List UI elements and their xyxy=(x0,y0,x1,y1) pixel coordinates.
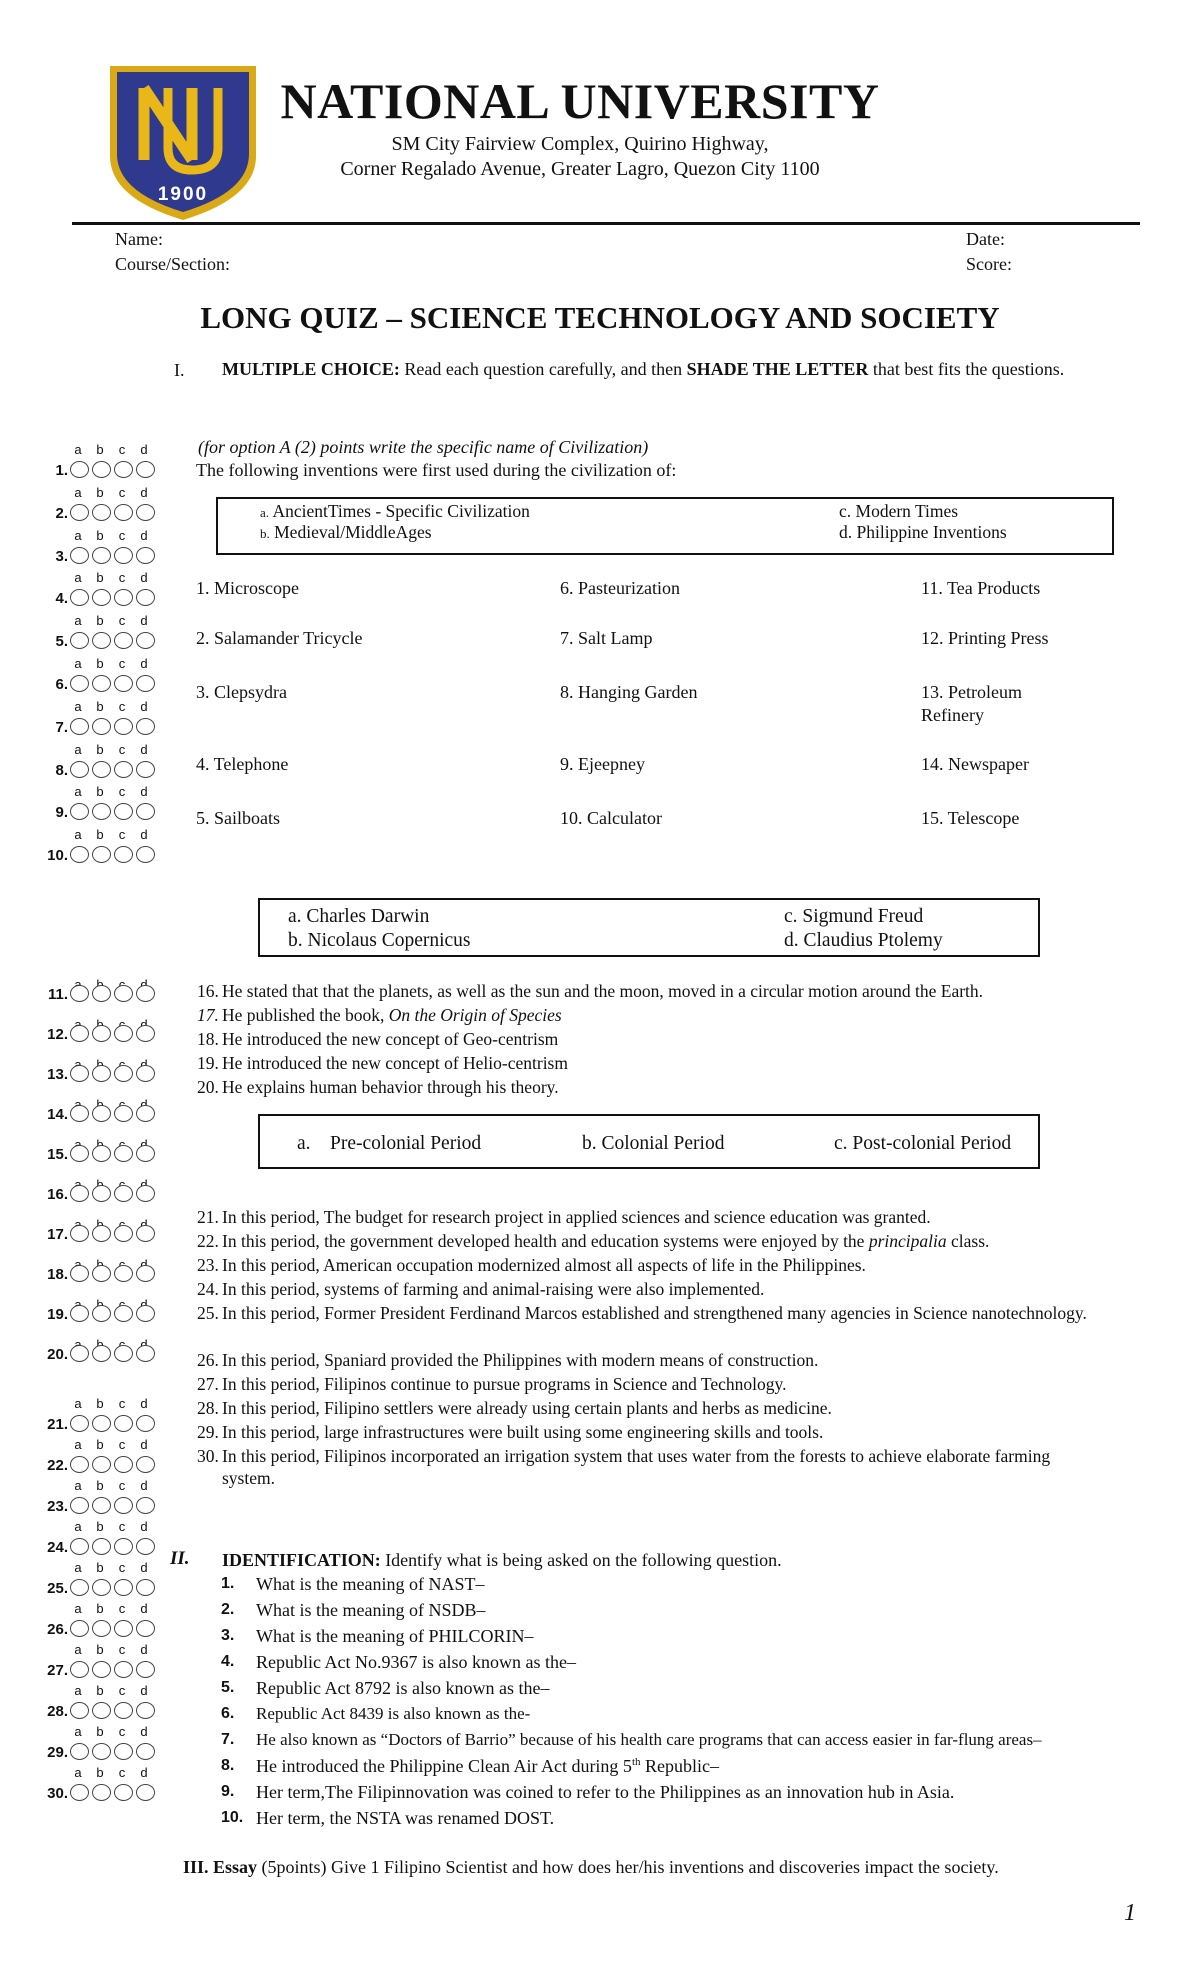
name-field-label: Name: xyxy=(115,229,163,249)
answer-bubble-b[interactable] xyxy=(92,1497,111,1514)
answer-letter: b xyxy=(96,741,104,757)
answer-bubble-d[interactable] xyxy=(136,1105,155,1122)
answer-letter: c xyxy=(118,827,126,843)
answer-number: 6. xyxy=(55,676,68,693)
answer-bubble-d[interactable] xyxy=(136,1579,155,1596)
answer-number: 30. xyxy=(47,1785,68,1802)
answer-number: 25. xyxy=(47,1580,68,1597)
answer-bubble-a[interactable] xyxy=(70,1105,89,1122)
answer-bubble-d[interactable] xyxy=(136,1538,155,1555)
answer-letter: a xyxy=(74,1601,82,1616)
question-number: 10. xyxy=(221,1809,244,1826)
answer-bubble-a[interactable] xyxy=(70,589,89,606)
answer-letter: d xyxy=(140,1478,148,1493)
answer-letter: d xyxy=(140,1601,148,1616)
answer-bubble-a[interactable] xyxy=(70,1743,89,1760)
answer-letter: c xyxy=(118,1765,126,1780)
answer-letter: d xyxy=(140,1396,148,1411)
answer-bubble-d[interactable] xyxy=(136,1661,155,1678)
answer-bubble-b[interactable] xyxy=(92,1620,111,1637)
invention-item: 8. Hanging Garden xyxy=(560,682,698,702)
answer-bubble-c[interactable] xyxy=(114,1456,133,1473)
answer-bubble-b[interactable] xyxy=(92,504,111,521)
answer-bubble-a[interactable] xyxy=(70,1702,89,1719)
answer-letter: b xyxy=(96,1642,104,1657)
answer-number: 9. xyxy=(55,804,68,822)
answer-bubble-d[interactable] xyxy=(136,1702,155,1719)
answer-letter: b xyxy=(96,613,104,629)
answer-bubble-b[interactable] xyxy=(92,1265,111,1282)
question-number: 8. xyxy=(221,1757,235,1774)
answer-bubble-a[interactable] xyxy=(70,1784,89,1801)
question-number: 7. xyxy=(221,1731,235,1748)
answer-bubble-a[interactable] xyxy=(70,1265,89,1282)
answer-bubble-a[interactable] xyxy=(70,675,89,692)
answer-bubble-a[interactable] xyxy=(70,1456,89,1473)
address-line-1: SM City Fairview Complex, Quirino Highway, xyxy=(391,133,769,155)
answer-bubble-b[interactable] xyxy=(92,1305,111,1322)
header-divider xyxy=(72,222,1140,225)
answer-bubble-d[interactable] xyxy=(136,1784,155,1801)
answer-bubble-d[interactable] xyxy=(136,1305,155,1322)
section-2-instructions: IDENTIFICATION: Identify what is being asked on the following question. xyxy=(222,1550,782,1570)
answer-bubble-c[interactable] xyxy=(114,803,133,820)
question-text: He also known as “Doctors of Barrio” because of his health care programs that can access easier in far-flung areas– xyxy=(256,1730,1042,1749)
answer-letter: b xyxy=(96,1396,104,1411)
score-field-label: Score: xyxy=(966,254,1012,274)
svg-text:1900: 1900 xyxy=(157,184,209,205)
answer-number: 2. xyxy=(55,504,68,522)
answer-number: 1. xyxy=(55,462,68,479)
answer-letter: a xyxy=(74,1724,82,1739)
answer-bubble-d[interactable] xyxy=(136,1415,155,1432)
answer-letter: d xyxy=(140,698,148,714)
answer-letter: c xyxy=(118,1396,126,1411)
answer-number: 24. xyxy=(47,1539,68,1556)
option-a: a. AncientTimes - Specific Civilization xyxy=(260,501,530,521)
answer-number: 12. xyxy=(47,1026,68,1043)
answer-bubble-c[interactable] xyxy=(114,1225,133,1242)
answer-letter: a xyxy=(74,827,82,843)
answer-bubble-b[interactable] xyxy=(92,1345,111,1362)
answer-letter: b xyxy=(96,527,104,543)
answer-letter: c xyxy=(118,1724,126,1739)
question-text: Republic Act 8439 is also known as the- xyxy=(256,1704,531,1723)
part-c-options-box xyxy=(258,1114,1040,1169)
answer-letter: c xyxy=(118,613,126,629)
invention-item: 15. Telescope xyxy=(921,808,1020,828)
invention-item: 6. Pasteurization xyxy=(560,578,680,598)
answer-letter: c xyxy=(118,1642,126,1657)
answer-bubble-c[interactable] xyxy=(114,547,133,564)
date-field-label: Date: xyxy=(966,229,1005,249)
part-a-note: (for option A (2) points write the specific name of Civilization) xyxy=(198,437,649,457)
answer-bubble-b[interactable] xyxy=(92,632,111,649)
part-a-options-box xyxy=(216,497,1114,555)
answer-bubble-c[interactable] xyxy=(114,632,133,649)
answer-letter: c xyxy=(118,1478,126,1493)
answer-letter: d xyxy=(140,570,148,586)
answer-bubble-c[interactable] xyxy=(114,1538,133,1555)
part-b-options-box xyxy=(258,898,1040,957)
invention-item: 14. Newspaper xyxy=(921,754,1029,774)
answer-letter: d xyxy=(140,1642,148,1657)
answer-bubble-b[interactable] xyxy=(92,547,111,564)
answer-number: 27. xyxy=(47,1662,68,1679)
question-number: 4. xyxy=(221,1653,235,1670)
answer-bubble-a[interactable] xyxy=(70,1538,89,1555)
answer-letter: a xyxy=(74,1642,82,1657)
answer-letter: a xyxy=(74,527,82,543)
option-d: d. Claudius Ptolemy xyxy=(784,930,943,951)
answer-letter: b xyxy=(96,1765,104,1780)
answer-number: 19. xyxy=(47,1306,68,1323)
answer-letter: d xyxy=(140,527,148,543)
answer-number: 14. xyxy=(47,1106,68,1123)
answer-bubble-b[interactable] xyxy=(92,1225,111,1242)
answer-bubble-b[interactable] xyxy=(92,718,111,735)
answer-letter: b xyxy=(96,698,104,714)
question-text: What is the meaning of PHILCORIN– xyxy=(256,1626,534,1646)
answer-bubble-c[interactable] xyxy=(114,1702,133,1719)
invention-item: 7. Salt Lamp xyxy=(560,628,653,648)
answer-bubble-c[interactable] xyxy=(114,1025,133,1042)
answer-number: 29. xyxy=(47,1744,68,1761)
answer-bubble-d[interactable] xyxy=(136,1743,155,1760)
answer-letter: b xyxy=(96,570,104,586)
answer-bubble-a[interactable] xyxy=(70,718,89,735)
option-b: b. Nicolaus Copernicus xyxy=(288,930,471,951)
answer-bubble-a[interactable] xyxy=(70,1185,89,1202)
answer-bubble-a[interactable] xyxy=(70,1025,89,1042)
answer-bubble-a[interactable] xyxy=(70,846,89,863)
answer-bubble-d[interactable] xyxy=(136,761,155,778)
answer-bubble-b[interactable] xyxy=(92,803,111,820)
answer-bubble-c[interactable] xyxy=(114,1579,133,1596)
answer-bubble-a[interactable] xyxy=(70,985,89,1002)
answer-letter: b xyxy=(96,1724,104,1739)
answer-bubble-b[interactable] xyxy=(92,675,111,692)
answer-bubble-d[interactable] xyxy=(136,718,155,735)
answer-letter: a xyxy=(74,484,82,500)
answer-bubble-b[interactable] xyxy=(92,1105,111,1122)
answer-bubble-c[interactable] xyxy=(114,1345,133,1362)
answer-bubble-a[interactable] xyxy=(70,1415,89,1432)
answer-bubble-b[interactable] xyxy=(92,1579,111,1596)
answer-letter: b xyxy=(96,1437,104,1452)
address-line-2: Corner Regalado Avenue, Greater Lagro, Quezon City 1100 xyxy=(340,158,820,180)
answer-bubble-b[interactable] xyxy=(92,761,111,778)
answer-letter: c xyxy=(118,656,126,671)
answer-bubble-c[interactable] xyxy=(114,985,133,1002)
answer-letter: b xyxy=(96,1519,104,1534)
answer-bubble-c[interactable] xyxy=(114,1305,133,1322)
answer-letter: a xyxy=(74,1560,82,1575)
answer-letter: c xyxy=(118,570,126,586)
answer-number: 16. xyxy=(47,1186,68,1203)
answer-letter: d xyxy=(140,1519,148,1534)
answer-bubble-a[interactable] xyxy=(70,1065,89,1082)
invention-item: 2. Salamander Tricycle xyxy=(196,628,363,648)
answer-bubble-b[interactable] xyxy=(92,846,111,863)
option-c: c. Sigmund Freud xyxy=(784,906,924,927)
question-text: Her term, the NSTA was renamed DOST. xyxy=(256,1808,555,1828)
answer-letter: d xyxy=(140,484,148,500)
answer-bubble-d[interactable] xyxy=(136,504,155,521)
answer-bubble-d[interactable] xyxy=(136,1345,155,1362)
answer-bubble-b[interactable] xyxy=(92,1145,111,1162)
answer-letter: d xyxy=(140,656,148,671)
answer-bubble-c[interactable] xyxy=(114,1415,133,1432)
answer-letter: a xyxy=(74,570,82,586)
answer-bubble-a[interactable] xyxy=(70,1305,89,1322)
section-3-essay: III. Essay (5points) Give 1 Filipino Scientist and how does her/his inventions and discoveries impact the society. xyxy=(183,1857,999,1877)
answer-letter: a xyxy=(74,1765,82,1780)
answer-bubble-b[interactable] xyxy=(92,461,111,478)
answer-letter: c xyxy=(118,527,126,543)
answer-bubble-c[interactable] xyxy=(114,1145,133,1162)
quiz-title: LONG QUIZ – SCIENCE TECHNOLOGY AND SOCIETY xyxy=(200,300,1000,335)
answer-bubble-d[interactable] xyxy=(136,1456,155,1473)
answer-letter: c xyxy=(118,1601,126,1616)
answer-number: 15. xyxy=(47,1146,68,1163)
answer-bubble-b[interactable] xyxy=(92,1025,111,1042)
answer-bubble-c[interactable] xyxy=(114,1105,133,1122)
answer-number: 3. xyxy=(55,547,68,565)
answer-number: 20. xyxy=(47,1346,68,1363)
question-number: 6. xyxy=(221,1705,235,1722)
answer-letter: a xyxy=(74,1437,82,1452)
question-text: What is the meaning of NAST– xyxy=(256,1574,485,1594)
answer-number: 10. xyxy=(47,847,68,865)
answer-letter: c xyxy=(118,1560,126,1575)
answer-letter: d xyxy=(140,442,148,457)
answer-bubble-c[interactable] xyxy=(114,1265,133,1282)
question-number: 9. xyxy=(221,1783,235,1800)
answer-number: 4. xyxy=(55,590,68,608)
answer-bubble-a[interactable] xyxy=(70,461,89,478)
section-1-instructions: MULTIPLE CHOICE: Read each question carefully, and then SHADE THE LETTER that best fits the questions. xyxy=(222,359,1065,379)
section-2-number: II. xyxy=(170,1548,190,1569)
answer-letter: c xyxy=(118,1437,126,1452)
page-number: 1 xyxy=(1124,1900,1136,1926)
answer-bubble-b[interactable] xyxy=(92,589,111,606)
answer-bubble-a[interactable] xyxy=(70,547,89,564)
answer-number: 22. xyxy=(47,1457,68,1474)
answer-letter: a xyxy=(74,1478,82,1493)
answer-letter: d xyxy=(140,1560,148,1575)
answer-letter: b xyxy=(96,484,104,500)
question-number: 5. xyxy=(221,1679,235,1696)
question-number: 2. xyxy=(221,1601,235,1618)
question-text: Her term,The Filipinnovation was coined to refer to the Philippines as an innovation hub in Asia. xyxy=(256,1782,955,1802)
invention-item: 10. Calculator xyxy=(560,808,662,828)
answer-letter: a xyxy=(74,442,82,457)
answer-bubble-a[interactable] xyxy=(70,1145,89,1162)
answer-bubble-d[interactable] xyxy=(136,846,155,863)
answer-letter: c xyxy=(118,1519,126,1534)
answer-bubble-d[interactable] xyxy=(136,1025,155,1042)
invention-item: 13. Petroleum Refinery xyxy=(921,682,1022,725)
answer-bubble-a[interactable] xyxy=(70,1225,89,1242)
answer-bubble-c[interactable] xyxy=(114,675,133,692)
answer-bubble-d[interactable] xyxy=(136,1065,155,1082)
answer-number: 28. xyxy=(47,1703,68,1720)
answer-letter: c xyxy=(118,484,126,500)
answer-number: 21. xyxy=(47,1416,68,1433)
answer-letter: b xyxy=(96,1683,104,1698)
answer-bubble-b[interactable] xyxy=(92,1185,111,1202)
section-1-number: I. xyxy=(174,360,185,380)
answer-letter: b xyxy=(96,1478,104,1493)
answer-letter: b xyxy=(96,1560,104,1575)
answer-bubble-c[interactable] xyxy=(114,1784,133,1801)
answer-number: 26. xyxy=(47,1621,68,1638)
answer-letter: a xyxy=(74,698,82,714)
answer-letter: c xyxy=(118,1683,126,1698)
question-text: What is the meaning of NSDB– xyxy=(256,1600,486,1620)
answer-bubble-b[interactable] xyxy=(92,1743,111,1760)
invention-item: 3. Clepsydra xyxy=(196,682,287,702)
answer-letter: a xyxy=(74,613,82,629)
answer-bubble-d[interactable] xyxy=(136,1620,155,1637)
answer-letter: c xyxy=(118,741,126,757)
option-a: a. Pre-colonial Period xyxy=(297,1133,482,1154)
question-text: Republic Act No.9367 is also known as the– xyxy=(256,1652,576,1672)
answer-bubble-c[interactable] xyxy=(114,846,133,863)
answer-number: 18. xyxy=(47,1266,68,1283)
answer-letter: a xyxy=(74,1683,82,1698)
answer-letter: b xyxy=(96,784,104,800)
answer-bubble-d[interactable] xyxy=(136,1225,155,1242)
answer-bubble-c[interactable] xyxy=(114,761,133,778)
answer-number: 11. xyxy=(47,986,68,1003)
answer-number: 5. xyxy=(55,633,68,651)
invention-item: 12. Printing Press xyxy=(921,628,1049,648)
answer-bubble-a[interactable] xyxy=(70,632,89,649)
answer-bubble-c[interactable] xyxy=(114,718,133,735)
answer-letter: d xyxy=(140,613,148,629)
answer-letter: a xyxy=(74,784,82,800)
answer-bubble-a[interactable] xyxy=(70,1579,89,1596)
answer-letter: a xyxy=(74,1519,82,1534)
answer-bubble-d[interactable] xyxy=(136,461,155,478)
invention-item: 11. Tea Products xyxy=(921,578,1041,598)
answer-letter: d xyxy=(140,827,148,843)
option-d: d. Philippine Inventions xyxy=(839,522,1007,542)
answer-bubble-b[interactable] xyxy=(92,1456,111,1473)
answer-letter: b xyxy=(96,656,104,671)
course-section-field-label: Course/Section: xyxy=(115,254,230,274)
answer-letter: c xyxy=(118,784,126,800)
option-b: b. Colonial Period xyxy=(582,1133,725,1154)
answer-bubble-c[interactable] xyxy=(114,461,133,478)
answer-number: 17. xyxy=(47,1226,68,1243)
answer-bubble-a[interactable] xyxy=(70,1620,89,1637)
answer-bubble-d[interactable] xyxy=(136,547,155,564)
answer-bubble-a[interactable] xyxy=(70,1661,89,1678)
answer-bubble-d[interactable] xyxy=(136,1185,155,1202)
answer-bubble-c[interactable] xyxy=(114,1661,133,1678)
option-c: c. Modern Times xyxy=(839,501,959,521)
answer-letter: b xyxy=(96,1601,104,1616)
answer-letter: c xyxy=(118,442,126,457)
answer-letter: d xyxy=(140,1724,148,1739)
answer-letter: a xyxy=(74,656,82,671)
answer-letter: d xyxy=(140,1683,148,1698)
question-text: Republic Act 8792 is also known as the– xyxy=(256,1678,550,1698)
invention-item: 4. Telephone xyxy=(196,754,289,774)
answer-letter: b xyxy=(96,442,104,457)
question-text: He introduced the Philippine Clean Air Act during 5th Republic– xyxy=(256,1756,719,1776)
answer-bubble-b[interactable] xyxy=(92,1784,111,1801)
answer-bubble-d[interactable] xyxy=(136,632,155,649)
option-c: c. Post-colonial Period xyxy=(834,1133,1012,1154)
answer-bubble-c[interactable] xyxy=(114,1185,133,1202)
answer-bubble-d[interactable] xyxy=(136,803,155,820)
answer-bubble-d[interactable] xyxy=(136,985,155,1002)
answer-letter: d xyxy=(140,1437,148,1452)
answer-bubble-b[interactable] xyxy=(92,1661,111,1678)
answer-number: 13. xyxy=(47,1066,68,1083)
answer-bubble-b[interactable] xyxy=(92,1538,111,1555)
answer-letter: d xyxy=(140,784,148,800)
answer-bubble-d[interactable] xyxy=(136,675,155,692)
answer-number: 7. xyxy=(55,718,68,736)
question-number: 1. xyxy=(221,1575,235,1592)
answer-bubble-b[interactable] xyxy=(92,1065,111,1082)
invention-item: 5. Sailboats xyxy=(196,808,280,828)
answer-letter: a xyxy=(74,1396,82,1411)
answer-bubble-d[interactable] xyxy=(136,1265,155,1282)
answer-bubble-b[interactable] xyxy=(92,985,111,1002)
answer-bubble-c[interactable] xyxy=(114,589,133,606)
university-name: NATIONAL UNIVERSITY xyxy=(280,73,880,129)
answer-bubble-b[interactable] xyxy=(92,1415,111,1432)
option-b: b. Medieval/MiddleAges xyxy=(260,522,432,542)
answer-letter: d xyxy=(140,1765,148,1780)
option-a: a. Charles Darwin xyxy=(288,906,430,927)
answer-letter: d xyxy=(140,741,148,757)
answer-bubble-c[interactable] xyxy=(114,504,133,521)
answer-bubble-d[interactable] xyxy=(136,589,155,606)
answer-bubble-c[interactable] xyxy=(114,1620,133,1637)
invention-item: 1. Microscope xyxy=(196,578,299,598)
answer-bubble-a[interactable] xyxy=(70,504,89,521)
answer-bubble-b[interactable] xyxy=(92,1702,111,1719)
answer-bubble-c[interactable] xyxy=(114,1065,133,1082)
invention-item: 9. Ejeepney xyxy=(560,754,645,774)
answer-number: 23. xyxy=(47,1498,68,1515)
part-a-intro: The following inventions were first used during the civilization of: xyxy=(196,460,677,480)
answer-bubble-c[interactable] xyxy=(114,1497,133,1514)
question-number: 3. xyxy=(221,1627,235,1644)
answer-bubble-d[interactable] xyxy=(136,1145,155,1162)
answer-number: 8. xyxy=(55,761,68,779)
answer-letter: a xyxy=(74,741,82,757)
answer-bubble-a[interactable] xyxy=(70,803,89,820)
answer-letter: b xyxy=(96,827,104,843)
answer-letter: c xyxy=(118,698,126,714)
answer-bubble-a[interactable] xyxy=(70,1345,89,1362)
answer-bubble-a[interactable] xyxy=(70,1497,89,1514)
answer-bubble-a[interactable] xyxy=(70,761,89,778)
answer-bubble-c[interactable] xyxy=(114,1743,133,1760)
answer-bubble-d[interactable] xyxy=(136,1497,155,1514)
